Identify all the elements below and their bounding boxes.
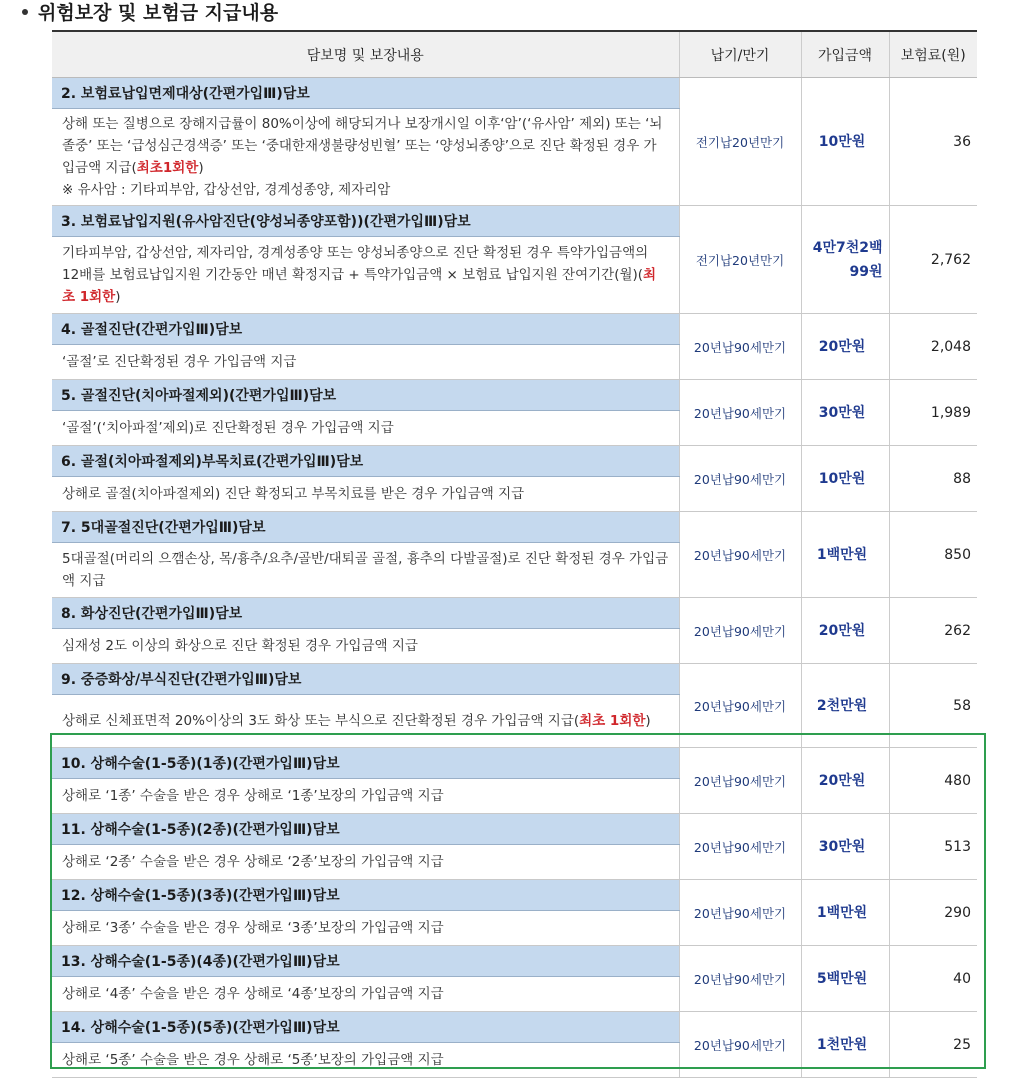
description-text: ) <box>198 160 204 176</box>
coverage-amount: 20만원 <box>801 598 889 664</box>
premium: 290 <box>889 880 977 946</box>
coverage-name: 12. 상해수술(1-5종)(3종)(간편가입Ⅲ)담보 <box>52 880 679 911</box>
amount-line: 99원 <box>849 263 883 280</box>
description-note: ※ 유사암 : 기타피부암, 갑상선암, 경계성종양, 제자리암 <box>62 182 391 198</box>
premium: 25 <box>889 1012 977 1078</box>
coverage-description: 상해로 ‘3종’ 수술을 받은 경우 상해로 ‘3종’보장의 가입금액 지급 <box>52 911 679 946</box>
col-header-premium: 보험료(원) <box>889 31 977 78</box>
description-text: 상해 또는 질병으로 장해지급률이 80%이상에 해당되거나 보장개시일 이후‘암’(‘유사암’ 제외) 또는 ‘뇌졸중’ 또는 ‘급성심근경색증’ 또는 ‘중대한재생불량성빈혈’ 또는 ‘양성뇌종양’으로 진단 확정된 경우 가입금액 지급( <box>62 116 663 176</box>
coverage-description <box>52 109 679 206</box>
premium: 2,048 <box>889 314 977 380</box>
coverage-amount: 2천만원 <box>801 664 889 748</box>
bullet-icon <box>22 9 28 15</box>
payment-period: 20년납90세만기 <box>679 664 801 748</box>
payment-period: 20년납90세만기 <box>679 748 801 814</box>
coverage-description: 상해로 골절(치아파절제외) 진단 확정되고 부목치료를 받은 경우 가입금액 지급 <box>52 477 679 512</box>
payment-period: 20년납90세만기 <box>679 380 801 446</box>
coverage-amount: 20만원 <box>801 748 889 814</box>
description-highlight: 최초 1회한 <box>62 267 657 305</box>
coverage-description: 심재성 2도 이상의 화상으로 진단 확정된 경우 가입금액 지급 <box>52 629 679 664</box>
coverage-amount: 10만원 <box>801 446 889 512</box>
coverage-name: 14. 상해수술(1-5종)(5종)(간편가입Ⅲ)담보 <box>52 1012 679 1043</box>
table-row <box>52 880 977 911</box>
payment-period: 20년납90세만기 <box>679 1012 801 1078</box>
coverage-amount: 10만원 <box>801 78 889 206</box>
premium: 1,989 <box>889 380 977 446</box>
premium: 850 <box>889 512 977 598</box>
section-title <box>22 0 278 28</box>
coverage-name: 11. 상해수술(1-5종)(2종)(간편가입Ⅲ)담보 <box>52 814 679 845</box>
premium: 262 <box>889 598 977 664</box>
description-text: ) <box>645 713 651 729</box>
coverage-name: 7. 5대골절진단(간편가입Ⅲ)담보 <box>52 512 679 543</box>
payment-period: 20년납90세만기 <box>679 314 801 380</box>
coverage-amount: 1천만원 <box>801 1012 889 1078</box>
coverage-description: 상해로 ‘4종’ 수술을 받은 경우 상해로 ‘4종’보장의 가입금액 지급 <box>52 977 679 1012</box>
payment-period: 20년납90세만기 <box>679 598 801 664</box>
table-row <box>52 946 977 977</box>
coverage-description: 상해로 ‘2종’ 수술을 받은 경우 상해로 ‘2종’보장의 가입금액 지급 <box>52 845 679 880</box>
description-text: 기타피부암, 갑상선암, 제자리암, 경계성종양 또는 양성뇌종양으로 진단 확정된 경우 특약가입금액의 12배를 보험료납입지원 기간동안 매년 확정지급 + 특약가입금액 × 보험료 납입지원 잔여기간(월)( <box>62 245 649 283</box>
description-highlight: 최초1회한 <box>136 160 199 176</box>
coverage-description <box>52 237 679 314</box>
table-row <box>52 206 977 237</box>
col-header-amount: 가입금액 <box>801 31 889 78</box>
table-header-row <box>52 31 977 78</box>
premium: 40 <box>889 946 977 1012</box>
table-row <box>52 512 977 543</box>
coverage-table <box>52 30 977 1078</box>
table-row <box>52 748 977 779</box>
coverage-name: 9. 중증화상/부식진단(간편가입Ⅲ)담보 <box>52 664 679 695</box>
premium: 88 <box>889 446 977 512</box>
description-text: 상해로 신체표면적 20%이상의 3도 화상 또는 부식으로 진단확정된 경우 가입금액 지급( <box>62 713 580 729</box>
payment-period: 20년납90세만기 <box>679 512 801 598</box>
coverage-name: 2. 보험료납입면제대상(간편가입Ⅲ)담보 <box>52 78 679 109</box>
coverage-amount: 1백만원 <box>801 512 889 598</box>
col-header-period: 납기/만기 <box>679 31 801 78</box>
premium: 480 <box>889 748 977 814</box>
payment-period: 전기납20년만기 <box>679 78 801 206</box>
premium: 2,762 <box>889 206 977 314</box>
coverage-description: 5대골절(머리의 으깸손상, 목/흉추/요추/골반/대퇴골 골절, 흉추의 다발골절)로 진단 확정된 경우 가입금액 지급 <box>52 543 679 598</box>
coverage-amount: 30만원 <box>801 380 889 446</box>
coverage-amount: 30만원 <box>801 814 889 880</box>
table-row <box>52 380 977 411</box>
coverage-name: 8. 화상진단(간편가입Ⅲ)담보 <box>52 598 679 629</box>
premium: 58 <box>889 664 977 748</box>
table-row <box>52 664 977 695</box>
payment-period: 20년납90세만기 <box>679 446 801 512</box>
description-highlight: 최초 1회한 <box>579 713 646 729</box>
coverage-description: 상해로 ‘1종’ 수술을 받은 경우 상해로 ‘1종’보장의 가입금액 지급 <box>52 779 679 814</box>
premium: 36 <box>889 78 977 206</box>
description-text: ) <box>115 289 121 305</box>
coverage-name: 3. 보험료납입지원(유사암진단(양성뇌종양포함))(간편가입Ⅲ)담보 <box>52 206 679 237</box>
coverage-name: 13. 상해수술(1-5종)(4종)(간편가입Ⅲ)담보 <box>52 946 679 977</box>
coverage-amount: 20만원 <box>801 314 889 380</box>
coverage-table-wrap <box>52 30 977 1078</box>
table-row <box>52 1012 977 1043</box>
payment-period: 전기납20년만기 <box>679 206 801 314</box>
payment-period: 20년납90세만기 <box>679 946 801 1012</box>
section-title-text: 위험보장 및 보험금 지급내용 <box>38 2 279 24</box>
coverage-description: 상해로 ‘5종’ 수술을 받은 경우 상해로 ‘5종’보장의 가입금액 지급 <box>52 1043 679 1078</box>
amount-line: 4만7천2백 <box>812 239 883 256</box>
table-row <box>52 314 977 345</box>
premium: 513 <box>889 814 977 880</box>
coverage-description: ‘골절’로 진단확정된 경우 가입금액 지급 <box>52 345 679 380</box>
coverage-amount <box>801 206 889 314</box>
payment-period: 20년납90세만기 <box>679 814 801 880</box>
coverage-amount: 1백만원 <box>801 880 889 946</box>
table-row <box>52 598 977 629</box>
coverage-name: 5. 골절진단(치아파절제외)(간편가입Ⅲ)담보 <box>52 380 679 411</box>
coverage-name: 4. 골절진단(간편가입Ⅲ)담보 <box>52 314 679 345</box>
coverage-amount: 5백만원 <box>801 946 889 1012</box>
payment-period: 20년납90세만기 <box>679 880 801 946</box>
table-row <box>52 78 977 109</box>
table-row <box>52 814 977 845</box>
coverage-name: 10. 상해수술(1-5종)(1종)(간편가입Ⅲ)담보 <box>52 748 679 779</box>
table-row <box>52 446 977 477</box>
coverage-description <box>52 695 679 748</box>
coverage-description: ‘골절’(‘치아파절’제외)로 진단확정된 경우 가입금액 지급 <box>52 411 679 446</box>
coverage-name: 6. 골절(치아파절제외)부목치료(간편가입Ⅲ)담보 <box>52 446 679 477</box>
col-header-coverage: 담보명 및 보장내용 <box>52 31 679 78</box>
